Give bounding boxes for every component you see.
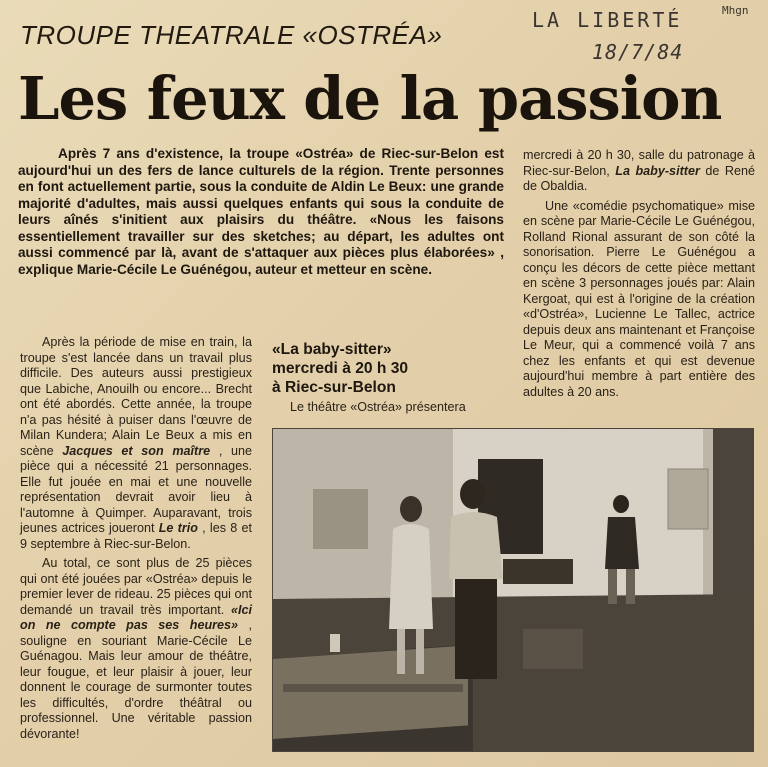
headline: Les feux de la passion xyxy=(18,64,722,133)
play-title-jacques: Jacques et son maître xyxy=(62,443,211,458)
handwritten-edition: Mhgn xyxy=(722,4,749,17)
left-column xyxy=(20,335,252,746)
play-title-trio: Le trio xyxy=(158,521,198,535)
kicker: TROUPE THEATRALE «OSTRÉA» xyxy=(20,20,443,50)
handwritten-newspaper-name: LA LIBERTÉ xyxy=(532,8,683,32)
subhead-line-3: à Riec-sur-Belon xyxy=(272,379,396,396)
left-paragraph-1: Après la période de mise en train, la troupe s'est lancée dans un travail plus difficile. Des auteurs aussi prestigieux que Labiche, Anouilh ou encore... Brecht ont été abordés. Cette année, la troupe n'a pas hésité à puiser dans l'œuvre de Milan Kundera; Alain Le Beux a mis en scène Jacques et son maître , une pièce qui a nécessité 21 personnages. Elle fut jouée en mai et une nouvelle représentation devrait avoir lieu à l'automne à Quimper. Auparavant, trois jeunes actrices joueront Le trio , les 8 et 9 septembre à Riec-sur-Belon. xyxy=(20,335,253,551)
right-column xyxy=(523,148,755,404)
photo-illustration xyxy=(273,429,753,751)
lead-in: Le théâtre «Ostréa» présentera xyxy=(290,400,466,414)
subhead-line-2: mercredi à 20 h 30 xyxy=(272,360,409,377)
play-title-baby-sitter: La baby-sitter xyxy=(615,163,700,178)
quote: «Ici on ne compte pas ses heures» xyxy=(20,602,252,632)
stage-photo xyxy=(272,428,754,752)
left-paragraph-2: Au total, ce sont plus de 25 pièces qui ont été jouées par «Ostréa» depuis le premier lever de rideau. 25 pièces qui ont demandé un travail très important. «Ici on ne compte pas ses heures» , souligne en souriant Marie-Cécile Le Guénagou. Mais leur amour de théâtre, leur fougue, et leur plaisir à jouer, leur donnent le courage de surmonter toutes les difficultés, d'ordre théâtral ou professionnel. Une véritable passion dévorante! xyxy=(20,556,252,741)
right-paragraph-2: Une «comédie psychomatique» mise en scène par Marie-Cécile Le Guénégou, Rolland Rional assurant de son côté la sonorisation. Pierre Le Guénégou a conçu les décors de cette pièce mettant en scène 3 personnages joués par: Alain Kergoat, qui est à l'origine de la création «d'Ostréa», Lucienne Le Tallec, actrice depuis deux ans maintenant et Françoise Le Meur, qui a commencé voilà 7 ans chez les enfants et qui est devenue aujourd'hui membre à part entière des adultes à 20 ans. xyxy=(523,198,755,399)
subhead-line-1: «La baby-sitter» xyxy=(272,341,392,358)
chapo-paragraph: Après 7 ans d'existence, la troupe «Ostréa» de Riec-sur-Belon est aujourd'hui un des fers de lance culturels de la région. Trente personnes en font actuellement partie, sous la conduite de Aldin Le Beux: une grande majorité d'adultes, mais aussi quelques enfants qui sous la conduite de leurs aînés s'initient aux plaisirs du théâtre. «Nous les faisons essentiellement travailler sur des sketches; au départ, les adultes ont aussi commencé par là, avant de s'attaquer aux pièces plus élaborées» , explique Marie-Cécile Le Guénégou, auteur et metteur en scène. xyxy=(18,146,504,277)
subhead xyxy=(272,340,502,397)
right-paragraph-1: mercredi à 20 h 30, salle du patronage à Riec-sur-Belon, La baby-sitter de René de Obaldia. xyxy=(523,148,755,193)
handwritten-date: 18/7/84 xyxy=(592,40,684,64)
